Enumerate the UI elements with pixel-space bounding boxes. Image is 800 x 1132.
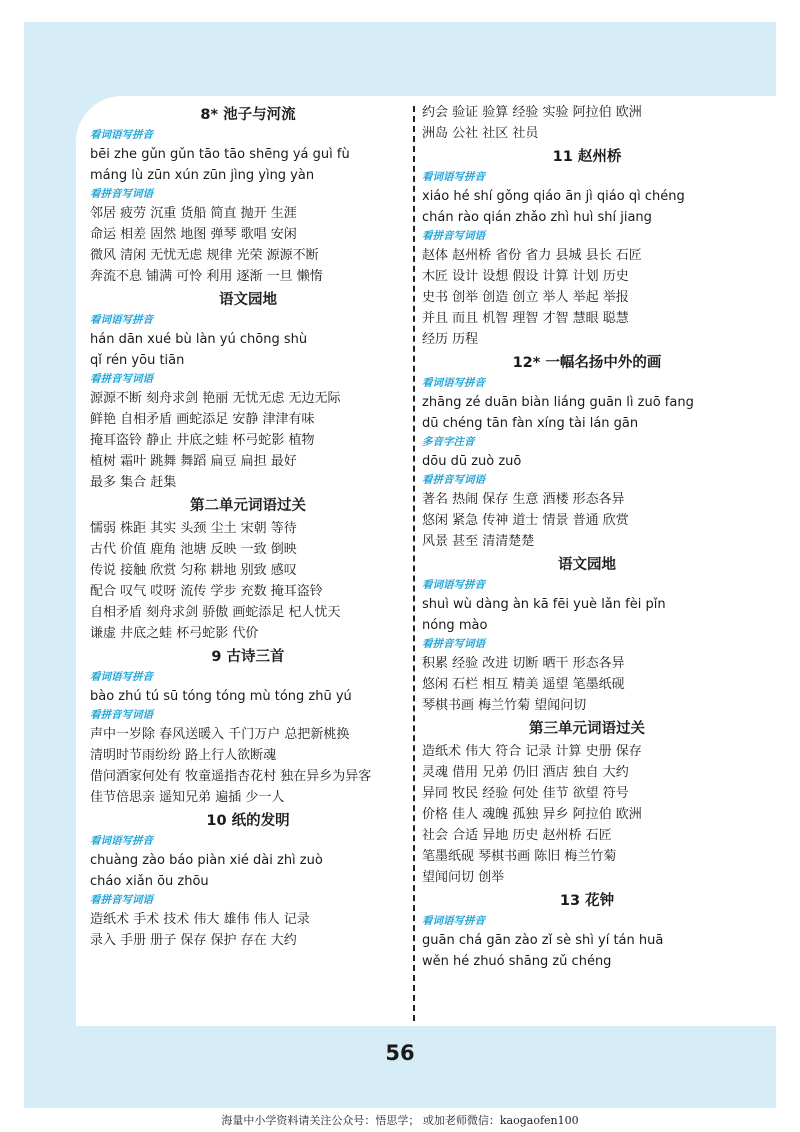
word-line: cháo xiǎn ōu zhōu [90, 874, 209, 889]
section-title: 8* 池子与河流 [200, 107, 296, 123]
exercise-label: 看拼音写词语 [90, 709, 153, 721]
exercise-label: 多音字注音 [422, 436, 475, 448]
word-line: 风景 甚至 清清楚楚 [422, 534, 535, 549]
exercise-label: 看拼音写词语 [422, 474, 485, 486]
word-line: 赵体 赵州桥 省份 省力 县城 县长 石匠 [422, 248, 642, 263]
word-line: chán rào qián zhǎo zhì huì shí jiang [422, 210, 652, 225]
exercise-label: 看词语写拼音 [422, 171, 485, 183]
section-title: 第三单元词语过关 [529, 721, 645, 737]
word-line: 古代 价值 鹿角 池塘 反映 一致 倒映 [90, 542, 297, 557]
section-title: 第二单元词语过关 [190, 498, 306, 514]
word-line: 灵魂 借用 兄弟 仍旧 酒店 独自 大约 [422, 765, 629, 780]
word-line: 配合 叹气 哎呀 流传 学步 充数 掩耳盗铃 [90, 584, 323, 599]
word-line: 社会 合适 异地 历史 赵州桥 石匠 [422, 828, 612, 843]
word-line: 清明时节雨纷纷 路上行人欲断魂 [90, 748, 277, 763]
word-line: 命运 相差 固然 地图 弹琴 歌唱 安闲 [90, 227, 297, 242]
footer-note: 海量中小学资料请关注公众号：悟思学； 或加老师微信：kaogaofen100 [221, 1114, 579, 1127]
word-line: 声中一岁除 春风送暖入 千门万户 总把新桃换 [90, 727, 350, 742]
page-number: 56 [385, 1041, 415, 1065]
word-line: 造纸术 手术 技术 伟大 雄伟 伟人 记录 [90, 912, 310, 927]
word-line: 谦虚 井底之蛙 杯弓蛇影 代价 [90, 626, 259, 641]
exercise-label: 看拼音写词语 [90, 373, 153, 385]
exercise-label: 看词语写拼音 [422, 915, 485, 927]
word-line: 传说 接触 欣赏 匀称 耕地 别致 感叹 [90, 563, 297, 578]
exercise-label: 看拼音写词语 [90, 894, 153, 906]
section-title: 12* 一幅名扬中外的画 [512, 355, 662, 371]
word-line: qǐ rén yōu tiān [90, 353, 185, 368]
word-line: 懦弱 株距 其实 头颈 尘土 宋朝 等待 [90, 521, 297, 536]
right-column [422, 102, 752, 972]
word-line: 植树 霜叶 跳舞 舞蹈 扁豆 扁担 最好 [90, 454, 297, 469]
word-line: 洲岛 公社 社区 社员 [422, 126, 539, 141]
word-line: 木匠 设计 设想 假设 计算 计划 历史 [422, 269, 629, 284]
word-line: 最多 集合 赶集 [90, 475, 177, 490]
exercise-label: 看词语写拼音 [90, 314, 153, 326]
section-title: 11 赵州桥 [552, 149, 622, 165]
word-line: bào zhú tú sū tóng tóng mù tóng zhū yú [90, 689, 352, 704]
word-line: 积累 经验 改进 切断 晒干 形态各异 [422, 656, 625, 671]
word-line: 造纸术 伟大 符合 记录 计算 史册 保存 [422, 744, 642, 759]
word-line: 笔墨纸砚 琴棋书画 陈旧 梅兰竹菊 [422, 849, 617, 864]
word-line: 奔流不息 铺满 可怜 利用 逐渐 一旦 懒惰 [90, 269, 323, 284]
word-line: hán dān xué bù làn yú chōng shù [90, 332, 308, 347]
column-divider [413, 106, 415, 1021]
word-line: 微风 清闲 无忧无虑 规律 光荣 源源不断 [90, 248, 319, 263]
word-line: chuàng zào báo piàn xié dài zhì zuò [90, 853, 323, 868]
word-line: 著名 热闹 保存 生意 酒楼 形态各异 [422, 492, 625, 507]
word-line: 悠闲 紧急 传神 道士 情景 普通 欣赏 [422, 513, 629, 528]
section-title: 10 纸的发明 [206, 813, 290, 829]
exercise-label: 看拼音写词语 [422, 638, 485, 650]
word-line: dū chéng tān fàn xíng tài lán gān [422, 416, 639, 431]
word-line: shuì wù dàng àn kā fēi yuè lǎn fèi pǐn [422, 597, 666, 612]
word-line: nóng mào [422, 618, 488, 633]
word-line: 史书 创举 创造 创立 举人 举起 举报 [422, 290, 629, 305]
word-line: 约会 验证 验算 经验 实验 阿拉伯 欧洲 [422, 105, 642, 120]
word-line: 借问酒家何处有 牧童遥指杏花村 独在异乡为异客 [90, 769, 372, 784]
word-line: guān chá gān zào zǐ sè shì yí tán huā [422, 933, 664, 948]
section-title: 13 花钟 [559, 893, 615, 909]
word-line: 望闻问切 创举 [422, 870, 505, 885]
exercise-label: 看词语写拼音 [422, 579, 485, 591]
word-line: 悠闲 石栏 相互 精美 遥望 笔墨纸砚 [422, 677, 625, 692]
word-line: 邻居 疲劳 沉重 货船 简直 抛开 生涯 [90, 206, 297, 221]
exercise-label: 看拼音写词语 [90, 188, 153, 200]
word-line: 掩耳盗铃 静止 井底之蛙 杯弓蛇影 植物 [90, 433, 315, 448]
section-title: 9 古诗三首 [211, 649, 285, 665]
exercise-label: 看词语写拼音 [90, 671, 153, 683]
word-line: 经历 历程 [422, 332, 479, 347]
word-line: 价格 佳人 魂魄 孤独 异乡 阿拉伯 欧洲 [422, 807, 642, 822]
exercise-label: 看拼音写词语 [422, 230, 485, 242]
word-line: xiáo hé shí gǒng qiáo ān jì qiáo qì chéng [422, 189, 685, 204]
word-line: 佳节倍思亲 遥知兄弟 遍插 少一人 [90, 790, 285, 805]
exercise-label: 看词语写拼音 [90, 129, 153, 141]
word-line: 并且 而且 机智 理智 才智 慧眼 聪慧 [422, 311, 629, 326]
word-line: zhāng zé duān biàn liáng guān lì zuō fang [422, 395, 694, 410]
word-line: 源源不断 刻舟求剑 艳丽 无忧无虑 无边无际 [90, 391, 341, 406]
word-line: máng lù zūn xún zūn jìng yìng yàn [90, 168, 315, 183]
word-line: 录入 手册 册子 保存 保护 存在 大约 [90, 933, 297, 948]
word-line: dōu dū zuò zuō [422, 454, 522, 469]
section-title: 语文园地 [558, 557, 616, 573]
word-line: 琴棋书画 梅兰竹菊 望闻问切 [422, 698, 587, 713]
left-column [90, 102, 406, 951]
exercise-label: 看词语写拼音 [90, 835, 153, 847]
word-line: 自相矛盾 刻舟求剑 骄傲 画蛇添足 杞人忧天 [90, 605, 341, 620]
exercise-label: 看词语写拼音 [422, 377, 485, 389]
section-title: 语文园地 [219, 292, 277, 308]
word-line: 鲜艳 自相矛盾 画蛇添足 安静 津津有味 [90, 412, 315, 427]
word-line: bēi zhe gǔn gǔn tāo tāo shēng yá guì fù [90, 147, 350, 162]
word-line: 异同 牧民 经验 何处 佳节 欲望 符号 [422, 786, 629, 801]
word-line: wěn hé zhuó shāng zǔ chéng [422, 954, 612, 969]
